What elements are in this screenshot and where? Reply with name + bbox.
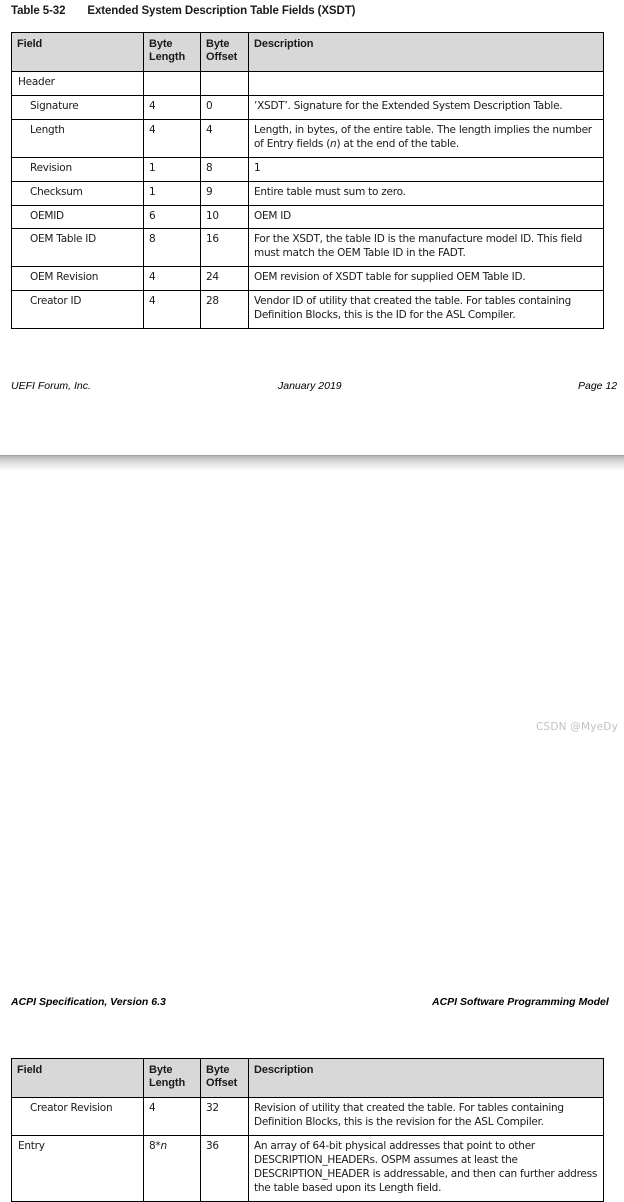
table-row xyxy=(12,1135,604,1201)
cell-byte-length: 4 xyxy=(144,119,201,157)
table-row xyxy=(12,291,604,329)
cell-field: Creator Revision xyxy=(12,1097,144,1135)
footer-organization: UEFI Forum, Inc. xyxy=(11,380,91,392)
cell-byte-offset: 8 xyxy=(201,157,249,181)
cell-byte-length: 4 xyxy=(144,267,201,291)
cell-byte-length: 6 xyxy=(144,205,201,229)
cell-field: Header xyxy=(12,71,144,95)
cell-byte-offset: 10 xyxy=(201,205,249,229)
cell-description: ’XSDT’. Signature for the Extended System Description Table. xyxy=(249,95,604,119)
cell-field: OEMID xyxy=(12,205,144,229)
cell-description: Entire table must sum to zero. xyxy=(249,181,604,205)
cell-byte-offset xyxy=(201,71,249,95)
table-header xyxy=(12,33,604,72)
cell-byte-length: 4 xyxy=(144,1097,201,1135)
cell-field: Checksum xyxy=(12,181,144,205)
table-row xyxy=(12,119,604,157)
table-header-row xyxy=(12,1059,604,1098)
cell-description: OEM revision of XSDT table for supplied OEM Table ID. xyxy=(249,267,604,291)
cell-byte-offset: 4 xyxy=(201,119,249,157)
table-caption-title: Extended System Description Table Fields (XSDT) xyxy=(87,5,356,17)
cell-field: Signature xyxy=(12,95,144,119)
table-header-row xyxy=(12,33,604,72)
cell-description: An array of 64-bit physical addresses that point to other DESCRIPTION_HEADERs. OSPM assumes at least the DESCRIPTION_HEADER is addressable, and then can further address the table based upon its Length field. xyxy=(249,1135,604,1201)
table-row xyxy=(12,157,604,181)
column-header-byte-length: Byte Length xyxy=(144,1059,201,1098)
column-header-byte-length: Byte Length xyxy=(144,33,201,72)
cell-byte-length: 4 xyxy=(144,291,201,329)
table-row xyxy=(12,205,604,229)
cell-byte-length: 8 xyxy=(144,229,201,267)
cell-field: Entry xyxy=(12,1135,144,1201)
table-body xyxy=(12,1097,604,1201)
header-chapter-title: ACPI Software Programming Model xyxy=(432,996,609,1008)
cell-description: Length, in bytes, of the entire table. The length implies the number of Entry fields (n) at the end of the table. xyxy=(249,119,604,157)
cell-description: OEM ID xyxy=(249,205,604,229)
cell-byte-offset: 16 xyxy=(201,229,249,267)
cell-byte-offset: 28 xyxy=(201,291,249,329)
header-specification-title: ACPI Specification, Version 6.3 xyxy=(11,996,166,1008)
table-body xyxy=(12,71,604,328)
table-header xyxy=(12,1059,604,1098)
csdn-watermark: CSDN @MyeDy xyxy=(536,721,619,733)
cell-description: For the XSDT, the table ID is the manufacture model ID. This field must match the OEM Table ID in the FADT. xyxy=(249,229,604,267)
document-page-one xyxy=(0,0,624,456)
cell-byte-offset: 24 xyxy=(201,267,249,291)
cell-byte-length: 4 xyxy=(144,95,201,119)
table-row xyxy=(12,1097,604,1135)
cell-byte-offset: 0 xyxy=(201,95,249,119)
table-caption-5-32 xyxy=(11,5,355,17)
footer-date: January 2019 xyxy=(278,380,342,392)
cell-byte-length xyxy=(144,71,201,95)
cell-field: Revision xyxy=(12,157,144,181)
cell-description: Revision of utility that created the table. For tables containing Definition Blocks, this is the revision for the ASL Compiler. xyxy=(249,1097,604,1135)
footer-page-number: Page 12 xyxy=(578,380,618,392)
cell-field: OEM Table ID xyxy=(12,229,144,267)
cell-byte-offset: 9 xyxy=(201,181,249,205)
xsdt-fields-table-part-1 xyxy=(11,32,604,329)
page-break-separator xyxy=(0,455,624,471)
column-header-field: Field xyxy=(12,1059,144,1098)
table-row xyxy=(12,95,604,119)
table-row xyxy=(12,229,604,267)
column-header-byte-offset: Byte Offset xyxy=(201,1059,249,1098)
column-header-byte-offset: Byte Offset xyxy=(201,33,249,72)
cell-field: OEM Revision xyxy=(12,267,144,291)
column-header-description: Description xyxy=(249,1059,604,1098)
column-header-description: Description xyxy=(249,33,604,72)
table-row xyxy=(12,267,604,291)
table-row xyxy=(12,181,604,205)
cell-description: 1 xyxy=(249,157,604,181)
column-header-field: Field xyxy=(12,33,144,72)
xsdt-fields-table-part-2 xyxy=(11,1058,604,1202)
cell-byte-length: 8*n xyxy=(144,1135,201,1201)
cell-description xyxy=(249,71,604,95)
cell-field: Length xyxy=(12,119,144,157)
cell-field: Creator ID xyxy=(12,291,144,329)
table-caption-number: Table 5-32 xyxy=(11,5,66,17)
table-row xyxy=(12,71,604,95)
cell-description: Vendor ID of utility that created the table. For tables containing Definition Blocks, this is the ID for the ASL Compiler. xyxy=(249,291,604,329)
document-page-two xyxy=(0,470,624,1194)
cell-byte-offset: 32 xyxy=(201,1097,249,1135)
cell-byte-length: 1 xyxy=(144,157,201,181)
cell-byte-offset: 36 xyxy=(201,1135,249,1201)
cell-byte-length: 1 xyxy=(144,181,201,205)
